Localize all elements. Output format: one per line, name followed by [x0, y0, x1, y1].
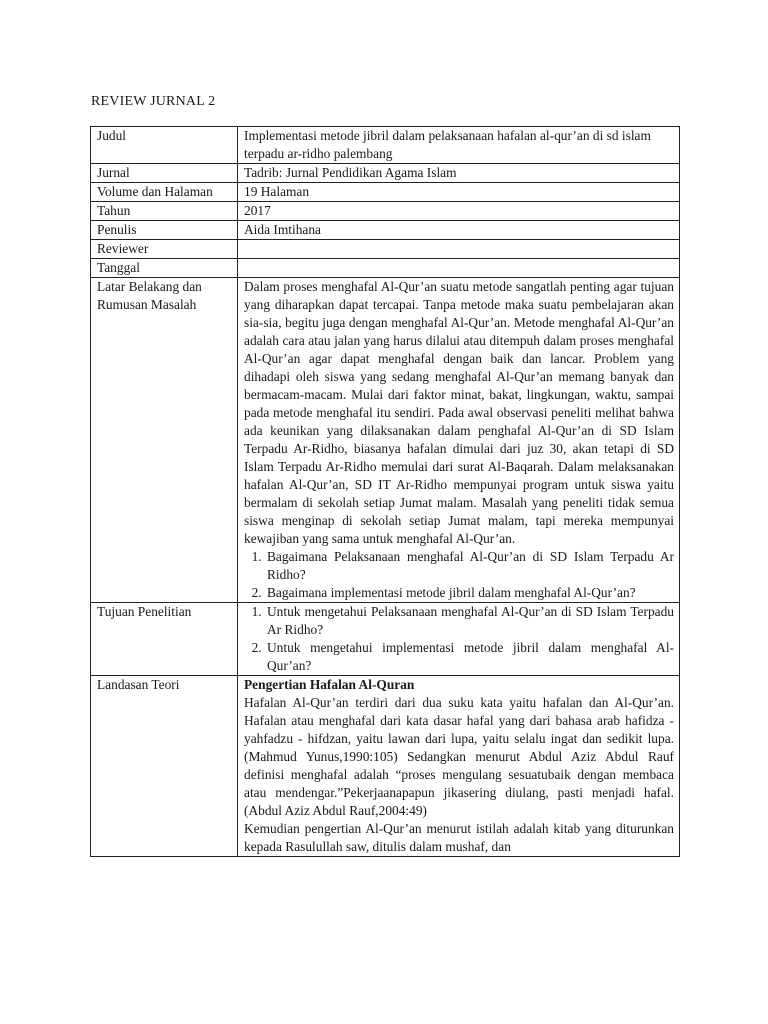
list-item: 1. Bagaimana Pelaksanaan menghafal Al-Qur’an di SD Islam Terpadu Ar Ridho? [265, 548, 674, 584]
row-tujuan [91, 603, 680, 676]
tanggal-value [238, 259, 680, 278]
judul-value: Implementasi metode jibril dalam pelaksanaan hafalan al-qur’an di sd islam terpadu ar-ridho palembang [238, 127, 680, 164]
volume-value: 19 Halaman [238, 183, 680, 202]
list-item: 1. Untuk mengetahui Pelaksanaan menghafal Al-Qur’an di SD Islam Terpadu Ar Ridho? [265, 603, 674, 639]
tahun-value: 2017 [238, 202, 680, 221]
row-latar-belakang [91, 278, 680, 603]
tujuan-list [244, 603, 674, 675]
list-item: 2. Bagaimana implementasi metode jibril dalam menghafal Al-Qur’an? [265, 584, 674, 602]
landasan-heading: Pengertian Hafalan Al-Quran [244, 677, 415, 692]
landasan-value [238, 676, 680, 857]
review-table [90, 126, 680, 857]
jurnal-value: Tadrib: Jurnal Pendidikan Agama Islam [238, 164, 680, 183]
row-penulis [91, 221, 680, 240]
judul-label: Judul [91, 127, 238, 164]
row-jurnal [91, 164, 680, 183]
landasan-label: Landasan Teori [91, 676, 238, 857]
row-landasan [91, 676, 680, 857]
page-title: REVIEW JURNAL 2 [91, 94, 216, 109]
reviewer-label: Reviewer [91, 240, 238, 259]
rumusan-masalah-list [244, 548, 674, 602]
row-tanggal [91, 259, 680, 278]
tujuan-value [238, 603, 680, 676]
latar-value [238, 278, 680, 603]
reviewer-value [238, 240, 680, 259]
tujuan-label: Tujuan Penelitian [91, 603, 238, 676]
row-volume [91, 183, 680, 202]
penulis-value: Aida Imtihana [238, 221, 680, 240]
latar-paragraph: Dalam proses menghafal Al-Qur’an suatu metode sangatlah penting agar tujuan yang diharapkan dapat tercapai. Tanpa metode maka suatu pembelajaran akan sia-sia, begitu juga dengan menghafal Al-Qur’an. Metode menghafal Al-Qur’an adalah cara atau jalan yang harus dilalui atau ditempuh dalam proses menghafal Al-Qur’an agar dapat menghafal dengan baik dan lancar. Problem yang dihadapi oleh siswa yang sedang menghafal Al-Qur’an memang banyak dan bermacam-macam. Mulai dari faktor minat, bakat, lingkungan, waktu, sampai pada metode menghafal itu sendiri. Pada awal observasi peneliti melihat bahwa ada keunikan yang dilaksanakan dalam penghafal Al-Qur’an di SD Islam Terpadu Ar-Ridho, biasanya hafalan dimulai dari juz 30, akan tetapi di SD Islam Terpadu Ar-Ridho memulai dari surat Al-Baqarah. Dalam melaksanakan hafalan Al-Qur’an, SD IT Ar-Ridho mempunyai program untuk siswa yaitu bermalam di sekolah setiap Jumat malam. Masalah yang peneliti tidak semua siswa menginap di sekolah setiap Jumat malam, tapi mereka mempunyai kewajiban yang sama untuk menghafal Al-Qur’an. [244, 279, 674, 546]
penulis-label: Penulis [91, 221, 238, 240]
landasan-paragraph-1: Hafalan Al-Qur’an terdiri dari dua suku kata yaitu hafalan dan Al-Qur’an. Hafalan atau menghafal dari kata dasar hafal yang dari bahasa arab hafidza - yahfadzu - hifdzan, yaitu lawan dari lupa, yaitu selalu ingat dan sedikit lupa. (Mahmud Yunus,1990:105) Sedangkan menurut Abdul Aziz Abdul Rauf definisi menghafal adalah “proses mengulang sesuatubaik dengan membaca atau mendengar.”Pekerjaanapapun jikasering diulang, pasti menjadi hafal. (Abdul Aziz Abdul Rauf,2004:49) [244, 695, 674, 818]
row-judul [91, 127, 680, 164]
list-item: 2. Untuk mengetahui implementasi metode jibril dalam menghafal Al-Qur’an? [265, 639, 674, 675]
row-reviewer [91, 240, 680, 259]
latar-label: Latar Belakang dan Rumusan Masalah [91, 278, 238, 603]
tanggal-label: Tanggal [91, 259, 238, 278]
landasan-paragraph-2: Kemudian pengertian Al-Qur’an menurut istilah adalah kitab yang diturunkan kepada Rasulullah saw, ditulis dalam mushaf, dan [244, 821, 674, 854]
row-tahun [91, 202, 680, 221]
volume-label: Volume dan Halaman [91, 183, 238, 202]
jurnal-label: Jurnal [91, 164, 238, 183]
tahun-label: Tahun [91, 202, 238, 221]
